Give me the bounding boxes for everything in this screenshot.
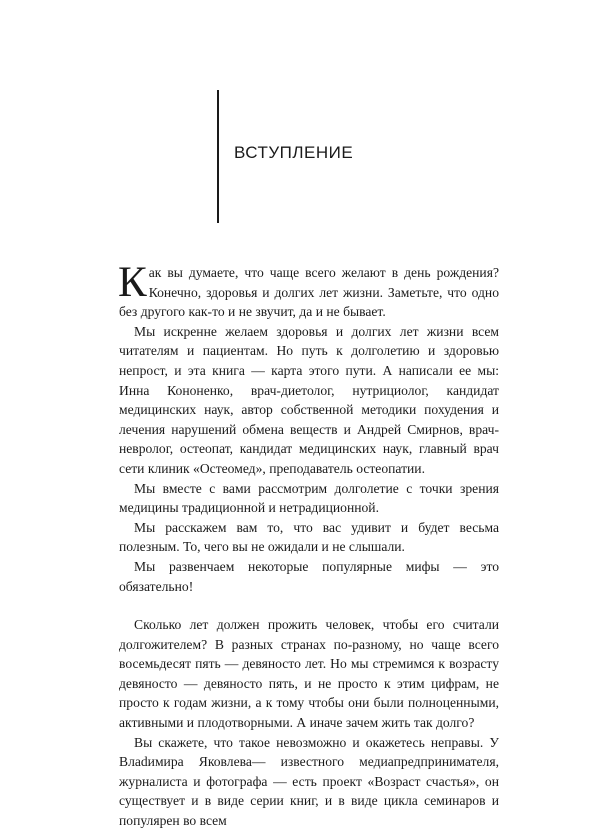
chapter-vertical-rule <box>217 90 219 223</box>
drop-cap: К <box>118 259 147 306</box>
paragraph-project: Вы скажете, что такое невозможно и окажетесь неправы. У Влаdимира Яковлева— известного медиапредпринимателя, журналиста и фотографа — есть проект «Возраст счастья», он существует и в виде серии книг, и в виде цикла семинаров и популярен во всем <box>119 734 499 829</box>
paragraph-intro-text: ак вы думаете, что чаще всего желают в день рождения? Конечно, здоровья и долгих лет жизни. Заметьте, что одно без другого как-то и не звучит, да и не бывает. <box>119 265 499 320</box>
paragraph-myths: Мы развенчаем некоторые популярные мифы — это обязательно! <box>119 558 499 594</box>
body-text <box>118 259 499 831</box>
paragraph-intro <box>118 259 499 322</box>
paragraph-medicine: Мы вместе с вами рассмотрим долголетие с точки зрения медицины традиционной и нетрадиционной. <box>119 480 499 516</box>
chapter-title: ВСТУПЛЕНИЕ <box>234 143 354 162</box>
paragraph-authors: Мы искренне желаем здоровья и долгих лет жизни всем читателям и пациентам. Но путь к долголетию и здоровью непрост, и эта книга — карта этого пути. А написали ее мы: Инна Кононенко, врач-диетолог, нутрициолог, кандидат медицинских наук, автор собственной методики похудения и лечения нарушений обмена веществ и Андрей Смирнов, врач-невролог, остеопат, кандидат медицинских наук, главный врач сети клиник «Остеомед», преподаватель остеопатии. <box>119 323 499 476</box>
paragraph-surprise: Мы расскажем вам то, что вас удивит и будет весьма полезным. То, чего вы не ожидали и не слышали. <box>119 519 499 555</box>
paragraph-longevity: Сколько лет должен прожить человек, чтобы его считали долгожителем? В разных странах по-разному, но чаще всего восемьдесят пять — девяносто лет. Но мы стремимся к возрасту девяносто — девяносто пять, и не просто к этим цифрам, не просто к годам жизни, а к тому чтобы они были полноценными, активными и плодотворными. А иначе зачем жить так долго? <box>119 617 499 731</box>
